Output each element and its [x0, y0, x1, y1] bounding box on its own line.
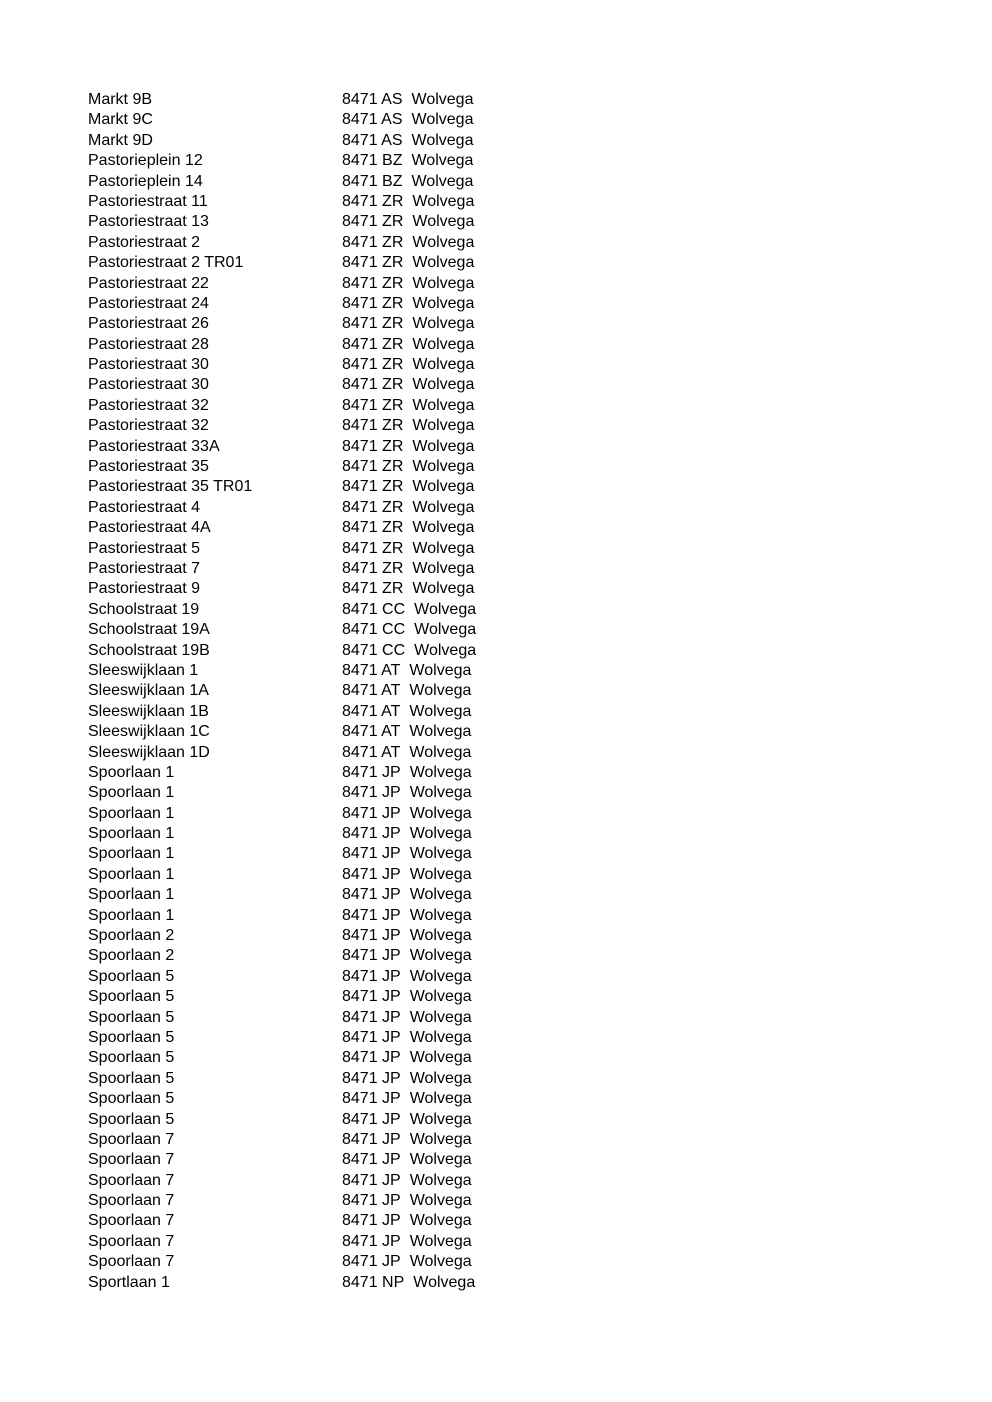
street-cell: Pastoriestraat 24: [88, 294, 209, 312]
address-row: [88, 620, 508, 640]
street-cell: Spoorlaan 5: [88, 1090, 175, 1108]
postcode-cell: 8471 AS: [342, 131, 403, 149]
city-cell: Wolvega: [412, 559, 475, 577]
postcode-cell: 8471 JP: [342, 1069, 401, 1087]
street-cell: Spoorlaan 7: [88, 1253, 175, 1271]
postcode-cell: 8471 ZR: [342, 580, 404, 598]
address-row: [88, 641, 508, 661]
city-cell: Wolvega: [409, 865, 472, 883]
city-cell: Wolvega: [412, 335, 475, 353]
address-row: [88, 681, 508, 701]
city-cell: Wolvega: [412, 213, 475, 231]
street-cell: Pastoriestraat 32: [88, 417, 209, 435]
postcode-cell: 8471 JP: [342, 886, 401, 904]
address-row: [88, 274, 508, 294]
city-cell: Wolvega: [409, 1008, 472, 1026]
city-cell: Wolvega: [412, 294, 475, 312]
city-cell: Wolvega: [409, 702, 472, 720]
postcode-cell: 8471 ZR: [342, 376, 404, 394]
postcode-cell: 8471 JP: [342, 947, 401, 965]
city-cell: Wolvega: [409, 1110, 472, 1128]
city-cell: Wolvega: [409, 825, 472, 843]
city-cell: Wolvega: [409, 1049, 472, 1067]
city-cell: Wolvega: [409, 723, 472, 741]
city-cell: Wolvega: [412, 437, 475, 455]
street-cell: Spoorlaan 1: [88, 804, 175, 822]
street-cell: Sleeswijklaan 1A: [88, 682, 209, 700]
street-cell: Schoolstraat 19A: [88, 621, 210, 639]
city-cell: Wolvega: [413, 1273, 476, 1291]
postcode-cell: 8471 ZR: [342, 519, 404, 537]
postcode-cell: 8471 BZ: [342, 172, 403, 190]
address-row: [88, 518, 508, 538]
street-cell: Pastoriestraat 35: [88, 458, 209, 476]
city-cell: Wolvega: [409, 1130, 472, 1148]
postcode-cell: 8471 JP: [342, 784, 401, 802]
address-row: [88, 1069, 508, 1089]
city-cell: Wolvega: [409, 1192, 472, 1210]
street-cell: Spoorlaan 7: [88, 1232, 175, 1250]
street-cell: Schoolstraat 19B: [88, 641, 210, 659]
address-row: [88, 212, 508, 232]
city-cell: Wolvega: [412, 580, 475, 598]
city-cell: Wolvega: [411, 91, 474, 108]
postcode-cell: 8471 ZR: [342, 559, 404, 577]
city-cell: Wolvega: [414, 641, 477, 659]
address-row: [88, 1048, 508, 1068]
postcode-cell: 8471 ZR: [342, 213, 404, 231]
postcode-cell: 8471 AT: [342, 682, 401, 700]
address-row: [88, 355, 508, 375]
street-cell: Spoorlaan 5: [88, 1008, 175, 1026]
city-cell: Wolvega: [412, 192, 475, 210]
city-cell: Wolvega: [409, 906, 472, 924]
city-cell: Wolvega: [409, 947, 472, 965]
postcode-cell: 8471 ZR: [342, 233, 404, 251]
address-row: [88, 335, 508, 355]
street-cell: Pastoriestraat 28: [88, 335, 209, 353]
address-row: [88, 1191, 508, 1211]
city-cell: Wolvega: [409, 1151, 472, 1169]
street-cell: Spoorlaan 1: [88, 763, 175, 781]
street-cell: Sportlaan 1: [88, 1273, 170, 1291]
address-row: [88, 1150, 508, 1170]
city-cell: Wolvega: [412, 458, 475, 476]
address-row: [88, 579, 508, 599]
address-row: [88, 1232, 508, 1252]
city-cell: Wolvega: [412, 519, 475, 537]
city-cell: Wolvega: [412, 539, 475, 557]
address-row: [88, 131, 508, 151]
city-cell: Wolvega: [409, 845, 472, 863]
city-cell: Wolvega: [409, 1069, 472, 1087]
postcode-cell: 8471 ZR: [342, 274, 404, 292]
street-cell: Pastoriestraat 13: [88, 213, 209, 231]
postcode-cell: 8471 JP: [342, 1110, 401, 1128]
city-cell: Wolvega: [412, 315, 475, 333]
postcode-cell: 8471 ZR: [342, 192, 404, 210]
address-row: [88, 90, 508, 110]
postcode-cell: 8471 ZR: [342, 356, 404, 374]
postcode-cell: 8471 JP: [342, 865, 401, 883]
city-cell: Wolvega: [412, 478, 475, 496]
city-cell: Wolvega: [411, 111, 474, 129]
city-cell: Wolvega: [409, 743, 472, 761]
postcode-cell: 8471 ZR: [342, 254, 404, 272]
postcode-cell: 8471 ZR: [342, 315, 404, 333]
street-cell: Spoorlaan 7: [88, 1130, 175, 1148]
city-cell: Wolvega: [411, 131, 474, 149]
address-row: [88, 926, 508, 946]
street-cell: Spoorlaan 1: [88, 845, 175, 863]
street-cell: Spoorlaan 5: [88, 988, 175, 1006]
city-cell: Wolvega: [412, 396, 475, 414]
postcode-cell: 8471 ZR: [342, 335, 404, 353]
postcode-cell: 8471 JP: [342, 927, 401, 945]
postcode-cell: 8471 AT: [342, 743, 401, 761]
city-cell: Wolvega: [411, 172, 474, 190]
city-cell: Wolvega: [409, 784, 472, 802]
address-row: [88, 294, 508, 314]
street-cell: Pastoriestraat 35 TR01: [88, 478, 253, 496]
address-row: [88, 477, 508, 497]
address-row: [88, 375, 508, 395]
city-cell: Wolvega: [414, 600, 477, 618]
street-cell: Pastoriestraat 11: [88, 192, 208, 210]
address-row: [88, 743, 508, 763]
postcode-cell: 8471 JP: [342, 1130, 401, 1148]
street-cell: Pastoriestraat 22: [88, 274, 209, 292]
address-row: [88, 559, 508, 579]
postcode-cell: 8471 JP: [342, 1212, 401, 1230]
address-row: [88, 844, 508, 864]
city-cell: Wolvega: [412, 254, 475, 272]
street-cell: Sleeswijklaan 1B: [88, 702, 209, 720]
postcode-cell: 8471 CC: [342, 641, 406, 659]
city-cell: Wolvega: [412, 274, 475, 292]
address-row: [88, 987, 508, 1007]
city-cell: Wolvega: [409, 763, 472, 781]
street-cell: Pastorieplein 14: [88, 172, 203, 190]
city-cell: Wolvega: [409, 1171, 472, 1189]
street-cell: Pastoriestraat 2 TR01: [88, 254, 244, 272]
address-row: [88, 865, 508, 885]
address-row: [88, 702, 508, 722]
address-row: [88, 457, 508, 477]
city-cell: Wolvega: [409, 661, 472, 679]
address-row: [88, 783, 508, 803]
address-row: [88, 1008, 508, 1028]
street-cell: Spoorlaan 7: [88, 1151, 175, 1169]
postcode-cell: 8471 JP: [342, 1090, 401, 1108]
city-cell: Wolvega: [409, 1090, 472, 1108]
street-cell: Markt 9B: [88, 91, 153, 108]
street-cell: Spoorlaan 1: [88, 886, 175, 904]
city-cell: Wolvega: [412, 498, 475, 516]
postcode-cell: 8471 JP: [342, 763, 401, 781]
postcode-cell: 8471 JP: [342, 1049, 401, 1067]
street-cell: Spoorlaan 5: [88, 1049, 175, 1067]
address-row: [88, 763, 508, 783]
address-row: [88, 416, 508, 436]
postcode-cell: 8471 ZR: [342, 498, 404, 516]
city-cell: Wolvega: [409, 967, 472, 985]
street-cell: Sleeswijklaan 1C: [88, 723, 210, 741]
city-cell: Wolvega: [412, 356, 475, 374]
street-cell: Spoorlaan 5: [88, 1069, 175, 1087]
street-cell: Spoorlaan 1: [88, 865, 175, 883]
address-row: [88, 1130, 508, 1150]
street-cell: Pastoriestraat 32: [88, 396, 209, 414]
postcode-cell: 8471 AT: [342, 661, 401, 679]
postcode-cell: 8471 ZR: [342, 437, 404, 455]
postcode-cell: 8471 JP: [342, 804, 401, 822]
address-row: [88, 498, 508, 518]
street-cell: Pastoriestraat 4A: [88, 519, 211, 537]
address-row: [88, 151, 508, 171]
street-cell: Markt 9C: [88, 111, 153, 129]
postcode-cell: 8471 ZR: [342, 396, 404, 414]
address-row: [88, 661, 508, 681]
address-row: [88, 253, 508, 273]
address-row: [88, 314, 508, 334]
street-cell: Pastoriestraat 26: [88, 315, 209, 333]
postcode-cell: 8471 JP: [342, 967, 401, 985]
address-row: [88, 192, 508, 212]
postcode-cell: 8471 JP: [342, 1232, 401, 1250]
street-cell: Spoorlaan 1: [88, 825, 175, 843]
postcode-cell: 8471 AT: [342, 723, 401, 741]
address-row: [88, 722, 508, 742]
address-row: [88, 1110, 508, 1130]
street-cell: Markt 9D: [88, 131, 153, 149]
street-cell: Spoorlaan 5: [88, 967, 175, 985]
city-cell: Wolvega: [412, 417, 475, 435]
address-row: [88, 885, 508, 905]
postcode-cell: 8471 AS: [342, 91, 403, 108]
postcode-cell: 8471 JP: [342, 845, 401, 863]
postcode-cell: 8471 ZR: [342, 458, 404, 476]
address-row: [88, 906, 508, 926]
postcode-cell: 8471 JP: [342, 988, 401, 1006]
address-row: [88, 1211, 508, 1231]
address-row: [88, 1028, 508, 1048]
postcode-cell: 8471 JP: [342, 1028, 401, 1046]
address-row: [88, 396, 508, 416]
address-row: [88, 539, 508, 559]
street-cell: Spoorlaan 5: [88, 1028, 175, 1046]
postcode-cell: 8471 CC: [342, 600, 406, 618]
postcode-cell: 8471 JP: [342, 825, 401, 843]
postcode-cell: 8471 AS: [342, 111, 403, 129]
street-cell: Spoorlaan 1: [88, 906, 175, 924]
postcode-cell: 8471 JP: [342, 906, 401, 924]
postcode-cell: 8471 JP: [342, 1253, 401, 1271]
street-cell: Pastoriestraat 33A: [88, 437, 220, 455]
city-cell: Wolvega: [409, 1212, 472, 1230]
street-cell: Pastoriestraat 7: [88, 559, 201, 577]
postcode-cell: 8471 ZR: [342, 294, 404, 312]
street-cell: Spoorlaan 2: [88, 927, 175, 945]
address-row: [88, 437, 508, 457]
street-cell: Sleeswijklaan 1D: [88, 743, 210, 761]
city-cell: Wolvega: [412, 233, 475, 251]
postcode-cell: 8471 BZ: [342, 152, 403, 170]
city-cell: Wolvega: [412, 376, 475, 394]
city-cell: Wolvega: [409, 927, 472, 945]
city-cell: Wolvega: [409, 682, 472, 700]
postcode-cell: 8471 CC: [342, 621, 406, 639]
address-row: [88, 1252, 508, 1272]
street-cell: Spoorlaan 7: [88, 1212, 175, 1230]
address-row: [88, 600, 508, 620]
street-cell: Pastoriestraat 9: [88, 580, 201, 598]
street-cell: Pastoriestraat 2: [88, 233, 201, 251]
postcode-cell: 8471 JP: [342, 1192, 401, 1210]
city-cell: Wolvega: [409, 1028, 472, 1046]
street-cell: Pastoriestraat 30: [88, 356, 209, 374]
postcode-cell: 8471 ZR: [342, 478, 404, 496]
address-row: [88, 967, 508, 987]
city-cell: Wolvega: [409, 886, 472, 904]
postcode-cell: 8471 ZR: [342, 417, 404, 435]
address-list: [88, 90, 508, 1293]
street-cell: Spoorlaan 7: [88, 1171, 175, 1189]
street-cell: Spoorlaan 1: [88, 784, 175, 802]
postcode-cell: 8471 AT: [342, 702, 401, 720]
address-row: [88, 172, 508, 192]
city-cell: Wolvega: [411, 152, 474, 170]
postcode-cell: 8471 JP: [342, 1008, 401, 1026]
address-row: [88, 1171, 508, 1191]
street-cell: Pastorieplein 12: [88, 152, 203, 170]
postcode-cell: 8471 ZR: [342, 539, 404, 557]
postcode-cell: 8471 JP: [342, 1151, 401, 1169]
address-row: [88, 804, 508, 824]
street-cell: Pastoriestraat 30: [88, 376, 209, 394]
address-row: [88, 946, 508, 966]
address-row: [88, 110, 508, 130]
address-row: [88, 1273, 508, 1293]
street-cell: Pastoriestraat 5: [88, 539, 201, 557]
street-cell: Schoolstraat 19: [88, 600, 200, 618]
address-row: [88, 233, 508, 253]
city-cell: Wolvega: [409, 1232, 472, 1250]
street-cell: Spoorlaan 5: [88, 1110, 175, 1128]
address-row: [88, 1089, 508, 1109]
address-row: [88, 824, 508, 844]
postcode-cell: 8471 JP: [342, 1171, 401, 1189]
street-cell: Spoorlaan 2: [88, 947, 175, 965]
postcode-cell: 8471 NP: [342, 1273, 405, 1291]
city-cell: Wolvega: [409, 804, 472, 822]
city-cell: Wolvega: [414, 621, 477, 639]
street-cell: Spoorlaan 7: [88, 1192, 175, 1210]
street-cell: Pastoriestraat 4: [88, 498, 201, 516]
city-cell: Wolvega: [409, 1253, 472, 1271]
city-cell: Wolvega: [409, 988, 472, 1006]
street-cell: Sleeswijklaan 1: [88, 661, 199, 679]
